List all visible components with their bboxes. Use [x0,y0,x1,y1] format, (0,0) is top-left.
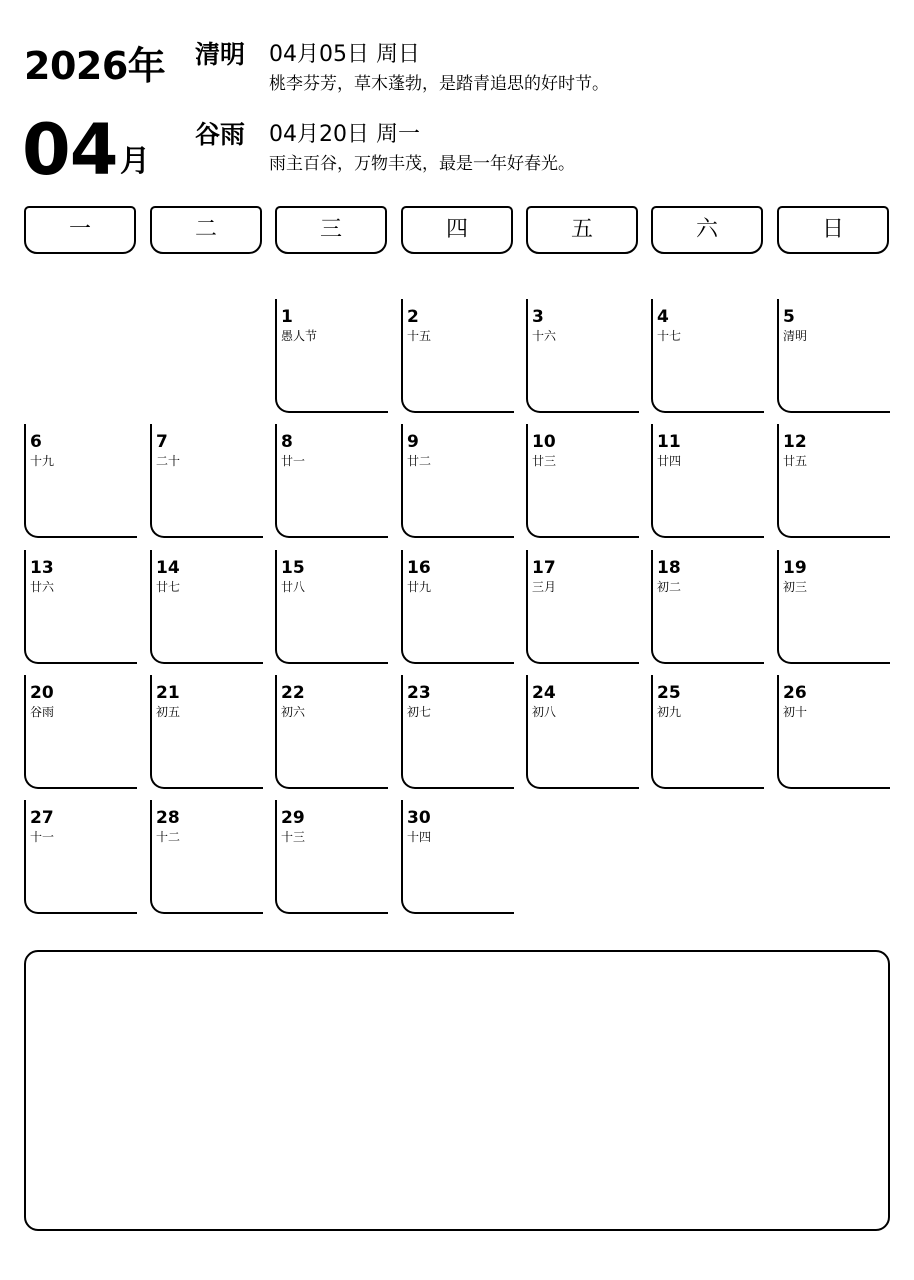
day-lunar-label: 廿四 [657,454,682,468]
day-cell[interactable] [651,550,764,664]
day-number: 19 [783,558,807,578]
day-cell[interactable] [526,675,639,789]
day-number: 9 [407,432,419,452]
day-number: 16 [407,558,431,578]
day-cell[interactable] [24,550,137,664]
day-number: 4 [657,307,669,327]
day-number: 26 [783,683,807,703]
day-lunar-label: 初六 [281,705,306,719]
day-cell[interactable] [150,424,263,538]
day-cell[interactable] [150,800,263,914]
day-lunar-label: 十三 [281,830,306,844]
day-lunar-label: 初二 [657,580,682,594]
month-number: 04 [22,109,118,191]
day-number: 20 [30,683,54,703]
month-unit-label: 月 [120,144,150,179]
day-lunar-label: 廿九 [407,580,432,594]
day-lunar-label: 廿二 [407,454,432,468]
solar-term-name: 清明 [195,40,246,69]
day-number: 10 [532,432,556,452]
day-lunar-label: 清明 [783,329,808,343]
day-lunar-label: 廿一 [281,454,306,468]
day-lunar-label: 廿三 [532,454,557,468]
weekday-wed: 三 [275,206,387,254]
day-number: 21 [156,683,180,703]
day-lunar-label: 初七 [407,705,432,719]
day-number: 25 [657,683,681,703]
weekday-fri: 五 [526,206,638,254]
weekday-tue: 二 [150,206,262,254]
day-cell[interactable] [526,424,639,538]
day-cell[interactable] [401,675,514,789]
day-cell[interactable] [24,675,137,789]
weekday-mon: 一 [24,206,136,254]
day-lunar-label: 十二 [156,830,181,844]
day-lunar-label: 初三 [783,580,808,594]
day-number: 30 [407,808,431,828]
weekday-thu: 四 [401,206,513,254]
day-lunar-label: 廿六 [30,580,55,594]
day-number: 8 [281,432,293,452]
day-number: 18 [657,558,681,578]
day-lunar-label: 十四 [407,830,432,844]
day-cell[interactable] [150,550,263,664]
day-number: 28 [156,808,180,828]
solar-term-name: 谷雨 [195,120,246,149]
day-cell[interactable] [526,550,639,664]
day-cell[interactable] [150,675,263,789]
day-number: 7 [156,432,168,452]
day-lunar-label: 廿七 [156,580,181,594]
day-lunar-label: 廿五 [783,454,808,468]
day-number: 14 [156,558,180,578]
day-lunar-label: 十七 [657,329,682,343]
day-cell[interactable] [275,675,388,789]
day-number: 1 [281,307,293,327]
day-cell[interactable] [651,299,764,413]
day-cell[interactable] [275,800,388,914]
day-lunar-label: 初九 [657,705,682,719]
day-cell[interactable] [275,550,388,664]
day-cell[interactable] [24,424,137,538]
day-number: 5 [783,307,795,327]
day-cell[interactable] [401,424,514,538]
day-cell[interactable] [401,800,514,914]
solar-term-qingming [195,38,895,98]
day-lunar-label: 三月 [532,580,557,594]
day-number: 13 [30,558,54,578]
day-number: 6 [30,432,42,452]
day-number: 15 [281,558,305,578]
day-number: 24 [532,683,556,703]
notes-box[interactable] [24,950,890,1231]
day-cell[interactable] [777,424,890,538]
solar-term-guyu [195,118,895,178]
day-cell[interactable] [777,550,890,664]
day-lunar-label: 十五 [407,329,432,343]
year-label: 2026年 [24,44,166,88]
day-cell[interactable] [401,550,514,664]
day-number: 29 [281,808,305,828]
solar-term-description: 雨主百谷，万物丰茂，最是一年好春光。 [269,154,575,174]
day-cell[interactable] [275,424,388,538]
weekday-sun: 日 [777,206,889,254]
solar-term-date: 04月20日 周一 [269,122,420,147]
day-lunar-label: 初八 [532,705,557,719]
day-number: 17 [532,558,556,578]
solar-term-description: 桃李芬芳，草木蓬勃，是踏青追思的好时节。 [269,74,609,94]
day-lunar-label: 愚人节 [281,329,318,343]
day-number: 11 [657,432,681,452]
solar-term-date: 04月05日 周日 [269,42,420,67]
day-cell[interactable] [526,299,639,413]
day-lunar-label: 廿八 [281,580,306,594]
day-cell[interactable] [777,675,890,789]
day-number: 2 [407,307,419,327]
day-number: 23 [407,683,431,703]
day-lunar-label: 谷雨 [30,705,55,719]
day-number: 12 [783,432,807,452]
day-cell[interactable] [275,299,388,413]
day-number: 27 [30,808,54,828]
day-number: 22 [281,683,305,703]
day-cell[interactable] [401,299,514,413]
day-cell[interactable] [651,424,764,538]
day-cell[interactable] [24,800,137,914]
day-lunar-label: 二十 [156,454,181,468]
day-cell[interactable] [777,299,890,413]
weekday-sat: 六 [651,206,763,254]
day-lunar-label: 十六 [532,329,557,343]
day-lunar-label: 初十 [783,705,808,719]
day-lunar-label: 初五 [156,705,181,719]
day-cell[interactable] [651,675,764,789]
day-lunar-label: 十一 [30,830,55,844]
day-lunar-label: 十九 [30,454,55,468]
day-number: 3 [532,307,544,327]
